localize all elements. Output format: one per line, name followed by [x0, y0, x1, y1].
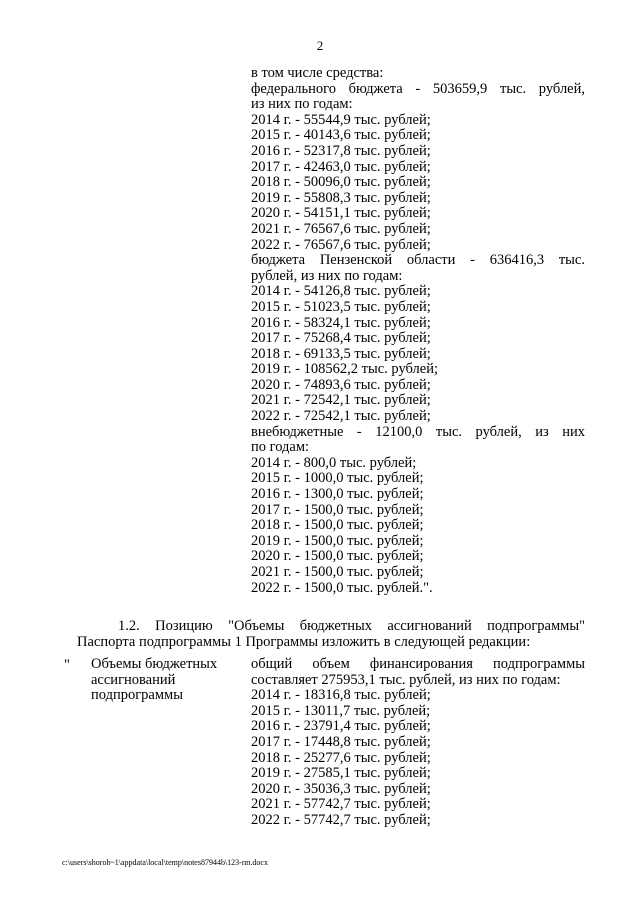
federal-budget-line-2: из них по годам: [251, 96, 353, 113]
regional-year-line: 2017 г. - 75268,4 тыс. рублей; [251, 330, 431, 347]
regional-year-line: 2022 г. - 72542,1 тыс. рублей; [251, 408, 431, 425]
item-1-2-line-2: Паспорта подпрограммы 1 Программы изложить в следующей редакции: [77, 633, 531, 650]
subprogram-year-line: 2018 г. - 25277,6 тыс. рублей; [251, 749, 431, 766]
subprogram-year-line: 2020 г. - 35036,3 тыс. рублей; [251, 780, 431, 797]
regional-year-line: 2021 г. - 72542,1 тыс. рублей; [251, 392, 431, 409]
regional-budget-line-2: рублей, из них по годам: [251, 267, 403, 284]
subprogram-year-line: 2021 г. - 57742,7 тыс. рублей; [251, 796, 431, 813]
subprogram-year-line: 2016 г. - 23791,4 тыс. рублей; [251, 718, 431, 735]
subprogram-year-line: 2014 г. - 18316,8 тыс. рублей; [251, 687, 431, 704]
extrabudget-year-line: 2019 г. - 1500,0 тыс. рублей; [251, 532, 424, 549]
subprogram-year-line: 2019 г. - 27585,1 тыс. рублей; [251, 765, 431, 782]
federal-year-line: 2022 г. - 76567,6 тыс. рублей; [251, 236, 431, 253]
federal-year-line: 2018 г. - 50096,0 тыс. рублей; [251, 174, 431, 191]
extrabudget-year-line: 2020 г. - 1500,0 тыс. рублей; [251, 548, 424, 565]
federal-year-line: 2021 г. - 76567,6 тыс. рублей; [251, 220, 431, 237]
federal-budget-line: федерального бюджета - 503659,9 тыс. рублей, [251, 80, 585, 97]
regional-year-line: 2018 г. - 69133,5 тыс. рублей; [251, 345, 431, 362]
total-financing-line: общий объем финансирования подпрограммы [251, 656, 585, 672]
table-label-line: подпрограммы [91, 687, 183, 704]
federal-year-line: 2019 г. - 55808,3 тыс. рублей; [251, 189, 431, 206]
extrabudget-year-line: 2016 г. - 1300,0 тыс. рублей; [251, 486, 424, 503]
extrabudget-year-line: 2017 г. - 1500,0 тыс. рублей; [251, 501, 424, 518]
subprogram-year-line: 2022 г. - 57742,7 тыс. рублей; [251, 811, 431, 828]
regional-year-line: 2015 г. - 51023,5 тыс. рублей; [251, 298, 431, 315]
regional-year-line: 2019 г. - 108562,2 тыс. рублей; [251, 361, 438, 378]
item-1-2-paragraph [77, 619, 585, 650]
federal-year-line: 2020 г. - 54151,1 тыс. рублей; [251, 205, 431, 222]
table-value-cell [251, 657, 585, 829]
subprogram-year-line: 2017 г. - 17448,8 тыс. рублей; [251, 733, 431, 750]
subprogram-year-line: 2015 г. - 13011,7 тыс. рублей; [251, 702, 431, 719]
regional-year-line: 2014 г. - 54126,8 тыс. рублей; [251, 283, 431, 300]
opening-quote: " [64, 657, 70, 673]
table-label-line: ассигнований [91, 671, 176, 688]
extrabudget-line-2: по годам: [251, 439, 310, 456]
extrabudget-year-line: 2021 г. - 1500,0 тыс. рублей; [251, 564, 424, 580]
regional-budget-line: бюджета Пензенской области - 636416,3 тыс. [251, 252, 585, 269]
regional-year-line: 2016 г. - 58324,1 тыс. рублей; [251, 314, 431, 331]
footer-file-path: c:\users\shorob~1\appdata\local\temp\notes87944b\123-пп.docx [62, 858, 268, 867]
extrabudget-line: внебюджетные - 12100,0 тыс. рублей, из них [251, 423, 585, 440]
regional-year-line: 2020 г. - 74893,6 тыс. рублей; [251, 376, 431, 393]
intro-line: в том числе средства: [251, 65, 384, 81]
table-label-cell [91, 657, 241, 704]
item-1-2-line-1: 1.2. Позицию "Объемы бюджетных ассигнований подпрограммы" [118, 618, 585, 634]
federal-year-line: 2015 г. - 40143,6 тыс. рублей; [251, 127, 431, 144]
extrabudget-year-line: 2014 г. - 800,0 тыс. рублей; [251, 454, 417, 471]
federal-year-line: 2014 г. - 55544,9 тыс. рублей; [251, 111, 431, 128]
financing-block [251, 66, 585, 596]
federal-year-line: 2017 г. - 42463,0 тыс. рублей; [251, 158, 431, 175]
extrabudget-year-line: 2018 г. - 1500,0 тыс. рублей; [251, 517, 424, 534]
extrabudget-year-line: 2015 г. - 1000,0 тыс. рублей; [251, 470, 424, 487]
extrabudget-year-line: 2022 г. - 1500,0 тыс. рублей.". [251, 579, 433, 596]
federal-year-line: 2016 г. - 52317,8 тыс. рублей; [251, 142, 431, 159]
table-label-line: Объемы бюджетных [91, 656, 218, 672]
page-number: 2 [316, 38, 324, 53]
total-financing-line-2: составляет 275953,1 тыс. рублей, из них по годам: [251, 671, 561, 688]
